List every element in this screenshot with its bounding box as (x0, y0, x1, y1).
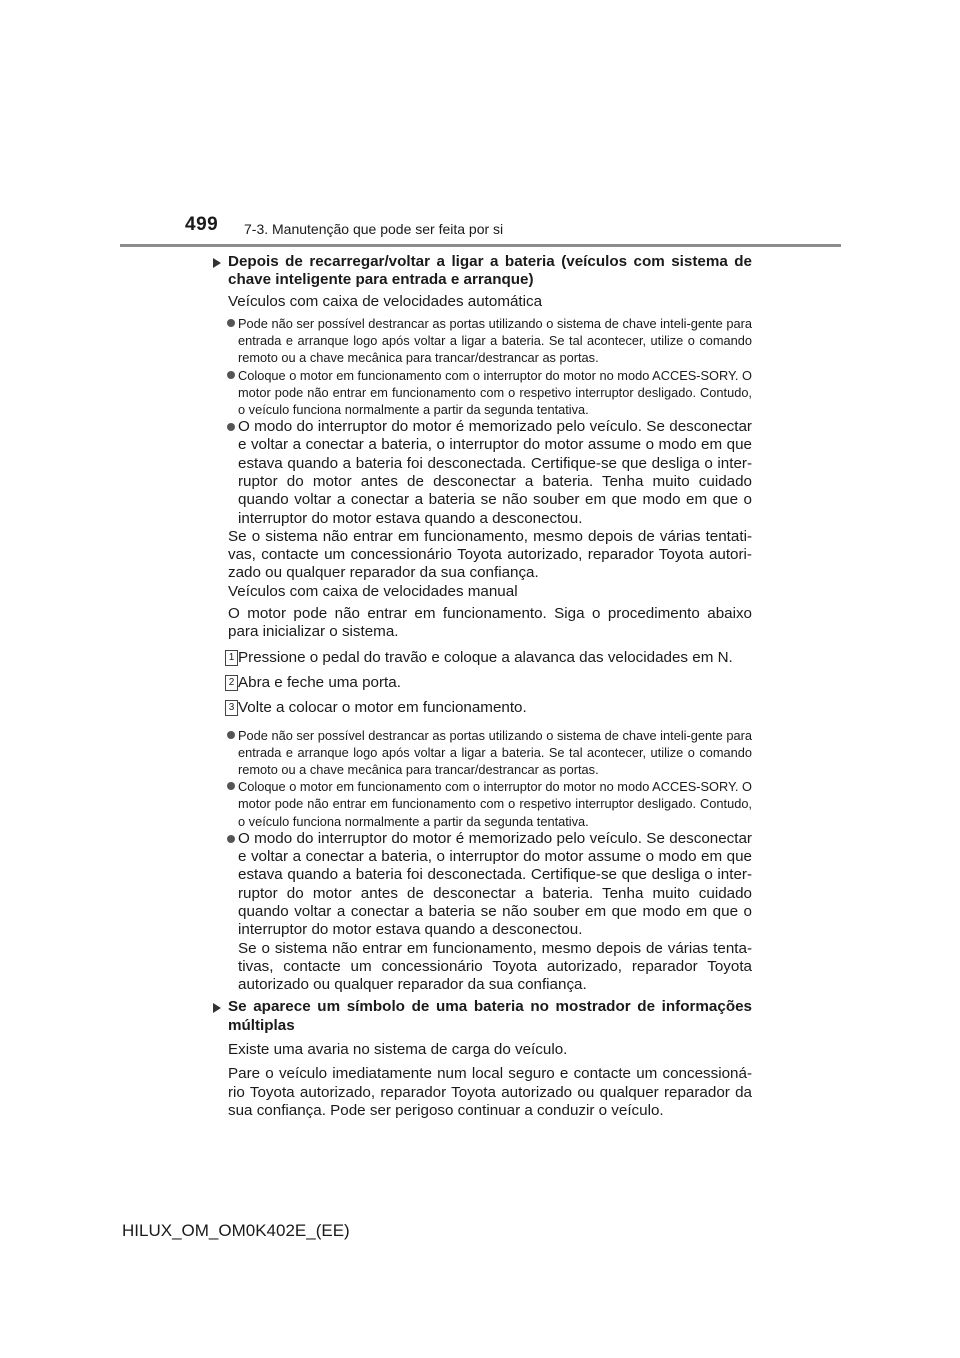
page-content (212, 253, 752, 1124)
list-item (212, 315, 752, 367)
header-divider (120, 244, 841, 247)
step-text: Pressione o pedal do travão e coloque a alavanca das velocidades em N. (238, 648, 733, 666)
auto-note: Se o sistema não entrar em funcionamento, mesmo depois de várias tentati-vas, contacte um concessionário Toyota autorizado, reparador Toyota autori-zado ou qualquer reparador da sua confiança. (228, 527, 752, 582)
manual-transmission-label: Veículos com caixa de velocidades manual (228, 582, 518, 600)
stop-vehicle-text: Pare o veículo imediatamente num local seguro e contacte um concessioná-rio Toyota autorizado, reparador Toyota autorizado ou qualquer reparador da sua confiança. Pode ser perigoso continuar a conduzir o veículo. (228, 1065, 752, 1119)
list-item (212, 418, 752, 528)
auto-transmission-label: Veículos com caixa de velocidades automática (228, 292, 543, 310)
step-item (212, 649, 752, 667)
section-title: 7-3. Manutenção que pode ser feita por si (244, 221, 504, 237)
manual-note: Se o sistema não entrar em funcionamento, mesmo depois de várias tenta-tivas, contacte um concessionário Toyota autorizado, reparador Toyota autorizado ou qualquer reparador da sua confiança. (238, 939, 752, 994)
step-item (212, 699, 752, 717)
document-code: HILUX_OM_OM0K402E_(EE) (122, 1221, 350, 1240)
bullet-dot-icon (227, 371, 235, 379)
heading-battery-reconnect (212, 253, 752, 290)
list-item-text: O modo do interruptor do motor é memorizado pelo veículo. Se desconectar e voltar a conectar a bateria, o interruptor do motor assume o modo em que estava quando a bateria foi desconectada. Certifique-se que desliga o inter-ruptor do motor antes de desconectar a bateria. Tenha muito cuidado quando voltar a conectar a bateria se não souber em que modo em que o interruptor do motor estava quando a desconectou. (238, 829, 752, 939)
list-item-text: Coloque o motor em funcionamento com o interruptor do motor no modo ACCES-SORY. O motor pode não entrar em funcionamento com o respetivo interruptor desligado. Contudo, o veículo funciona normalmente a partir da segunda tentativa. (238, 367, 752, 417)
page-number: 499 (185, 214, 219, 235)
manual-intro: O motor pode não entrar em funcionamento. Siga o procedimento abaixo para inicializar o sistema. (228, 605, 752, 641)
list-item-text: Coloque o motor em funcionamento com o interruptor do motor no modo ACCES-SORY. O motor pode não entrar em funcionamento com o respetivo interruptor desligado. Contudo, o veículo funciona normalmente a partir da segunda tentativa. (238, 779, 752, 829)
bullet-dot-icon (227, 423, 235, 431)
heading-text: Se aparece um símbolo de uma bateria no mostrador de informações múltiplas (228, 998, 752, 1034)
step-number: 1 (225, 650, 238, 666)
step-number: 3 (225, 700, 238, 716)
triangle-bullet-icon (213, 258, 221, 268)
step-text: Abra e feche uma porta. (238, 673, 401, 691)
bullet-dot-icon (227, 835, 235, 843)
list-item-text: Pode não ser possível destrancar as portas utilizando o sistema de chave inteli-gente para entrada e arranque logo após voltar a ligar a bateria. Se tal acontecer, utilize o comando remoto ou a chave mecânica para trancar/destrancar as portas. (238, 315, 752, 366)
step-item (212, 674, 752, 692)
list-item (212, 727, 752, 779)
bullet-dot-icon (227, 731, 235, 739)
heading-battery-symbol (212, 998, 752, 1035)
list-item (212, 367, 752, 419)
list-item-text: O modo do interruptor do motor é memorizado pelo veículo. Se desconectar e voltar a conectar a bateria, o interruptor do motor assume o modo em que estava quando a bateria foi desconectada. Certifique-se que desliga o inter-ruptor do motor antes de desconectar a bateria. Tenha muito cuidado quando voltar a conectar a bateria se não souber em que modo em que o interruptor do motor estava quando a desconectou. (238, 418, 752, 527)
bullet-dot-icon (227, 319, 235, 327)
triangle-bullet-icon (213, 1003, 221, 1013)
bullet-dot-icon (227, 782, 235, 790)
list-item-text: Pode não ser possível destrancar as portas utilizando o sistema de chave inteli-gente para entrada e arranque logo após voltar a ligar a bateria. Se tal acontecer, utilize o comando remoto ou a chave mecânica para trancar/destrancar as portas. (238, 727, 752, 777)
charging-fault-text: Existe uma avaria no sistema de carga do veículo. (228, 1041, 568, 1059)
list-item (212, 778, 752, 830)
list-item (212, 830, 752, 940)
step-number: 2 (225, 675, 238, 691)
step-text: Volte a colocar o motor em funcionamento. (238, 699, 527, 717)
heading-text: Depois de recarregar/voltar a ligar a bateria (veículos com sistema de chave inteligente para entrada e arranque) (228, 253, 752, 289)
